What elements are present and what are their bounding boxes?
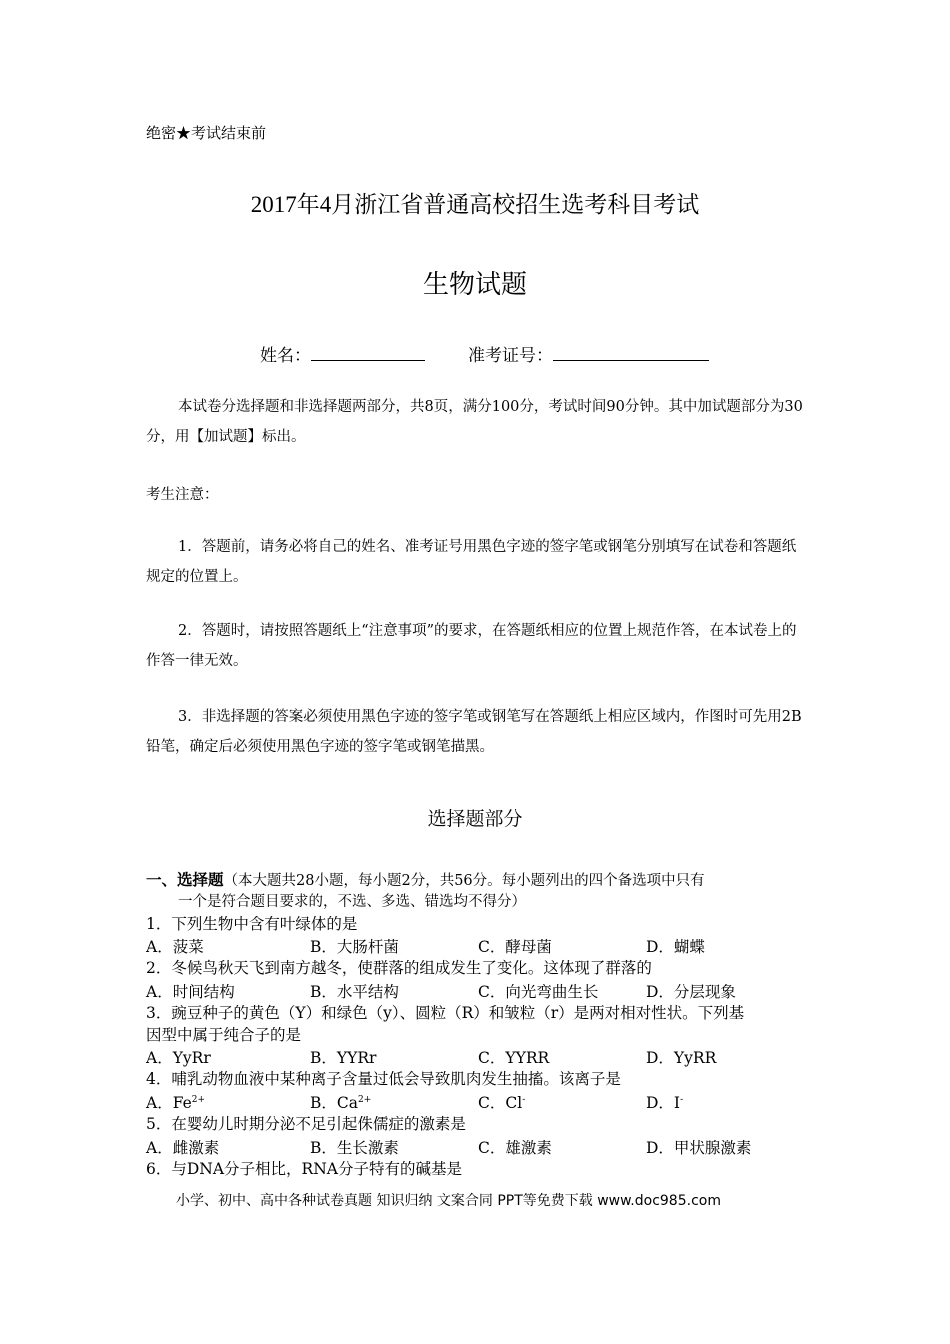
question-5-option-a: A．雌激素	[146, 1139, 220, 1157]
question-5-stem: 5．在婴幼儿时期分泌不足引起侏儒症的激素是	[146, 1115, 466, 1133]
id-label: 准考证号：	[468, 346, 553, 366]
question-1-option-a: A．菠菜	[146, 938, 204, 956]
question-5-option-c: C．雄激素	[478, 1139, 552, 1157]
question-4-option-c	[478, 1091, 525, 1113]
question-2-option-d: D．分层现象	[646, 983, 736, 1001]
option-d-text: D．I	[646, 1094, 681, 1112]
part-label: 一、选择题	[146, 871, 224, 889]
option-b-text: B．Ca	[310, 1094, 358, 1112]
part-desc-1: （本大题共28小题，每小题2分，共56分。每小题列出的四个备选项中只有	[223, 873, 705, 889]
question-2-option-c: C．向光弯曲生长	[478, 983, 599, 1001]
option-c-text: C．Cl	[478, 1094, 523, 1112]
footer-text: 小学、初中、高中各种试卷真题 知识归纳 文案合同 PPT等免费下载 www.doc985.com	[176, 1193, 721, 1209]
question-3-option-c: C．YYRR	[478, 1049, 550, 1067]
question-4-option-d	[646, 1091, 683, 1113]
exam-title: 2017年4月浙江省普通高校招生选考科目考试	[250, 192, 700, 217]
subject-title: 生物试题	[422, 270, 527, 300]
notice-title: 考生注意：	[146, 487, 219, 503]
notice-item-1: 1．答题前，请务必将自己的姓名、准考证号用黑色字迹的签字笔或钢笔分别填写在试卷和答题纸规定的位置上。	[146, 539, 797, 585]
superscript: 2+	[358, 1094, 372, 1105]
part-desc-2: 一个是符合题目要求的，不选、多选、错选均不得分）	[178, 894, 526, 910]
notice-item-2: 2．答题时，请按照答题纸上“注意事项”的要求，在答题纸相应的位置上规范作答，在本试卷上的作答一律无效。	[146, 623, 797, 669]
question-3-option-b: B．YYRr	[310, 1049, 377, 1067]
intro-paragraph: 本试卷分选择题和非选择题两部分，共8页，满分100分，考试时间90分钟。其中加试题部分为30分，用【加试题】标出。	[146, 399, 803, 445]
question-2-stem: 2．冬候鸟秋天飞到南方越冬，使群落的组成发生了变化。这体现了群落的	[146, 959, 652, 977]
name-field	[260, 341, 425, 366]
secret-label: 绝密★考试结束前	[146, 124, 267, 142]
question-1-stem: 1．下列生物中含有叶绿体的是	[146, 915, 358, 933]
question-3-stem: 3．豌豆种子的黄色（Y）和绿色（y）、圆粒（R）和皱粒（r）是两对相对性状。下列基	[146, 1004, 745, 1022]
superscript: 2+	[191, 1094, 206, 1105]
question-4-option-b	[310, 1091, 371, 1113]
option-a-text: A．Fe	[146, 1094, 192, 1112]
question-5-option-b: B．生长激素	[310, 1139, 399, 1157]
question-3-option-d: D．YyRR	[646, 1049, 717, 1067]
question-1-option-b: B．大肠杆菌	[310, 938, 399, 956]
part-heading	[146, 869, 705, 892]
question-2-option-b: B．水平结构	[310, 983, 399, 1001]
name-label: 姓名：	[260, 346, 311, 366]
question-4-option-a	[146, 1091, 205, 1113]
question-3-stem-cont: 因型中属于纯合子的是	[146, 1026, 302, 1044]
question-1-option-c: C．酵母菌	[478, 938, 552, 956]
question-4-stem: 4．哺乳动物血液中某种离子含量过低会导致肌肉发生抽搐。该离子是	[146, 1070, 621, 1088]
question-3-option-a: A．YyRr	[146, 1049, 211, 1067]
notice-item-3: 3．非选择题的答案必须使用黑色字迹的签字笔或钢笔写在答题纸上相应区域内，作图时可先用2B铅笔，确定后必须使用黑色字迹的签字笔或钢笔描黑。	[146, 709, 802, 755]
question-5-option-d: D．甲状腺激素	[646, 1139, 752, 1157]
superscript: -	[680, 1094, 684, 1105]
question-2-option-a: A．时间结构	[146, 983, 235, 1001]
question-1-option-d: D．蝴蝶	[646, 938, 705, 956]
id-blank	[553, 344, 709, 361]
question-6-stem: 6．与DNA分子相比，RNA分子特有的碱基是	[146, 1160, 462, 1178]
id-field	[468, 341, 709, 366]
name-blank	[311, 344, 425, 361]
section-title: 选择题部分	[427, 808, 523, 830]
superscript: -	[522, 1094, 526, 1105]
